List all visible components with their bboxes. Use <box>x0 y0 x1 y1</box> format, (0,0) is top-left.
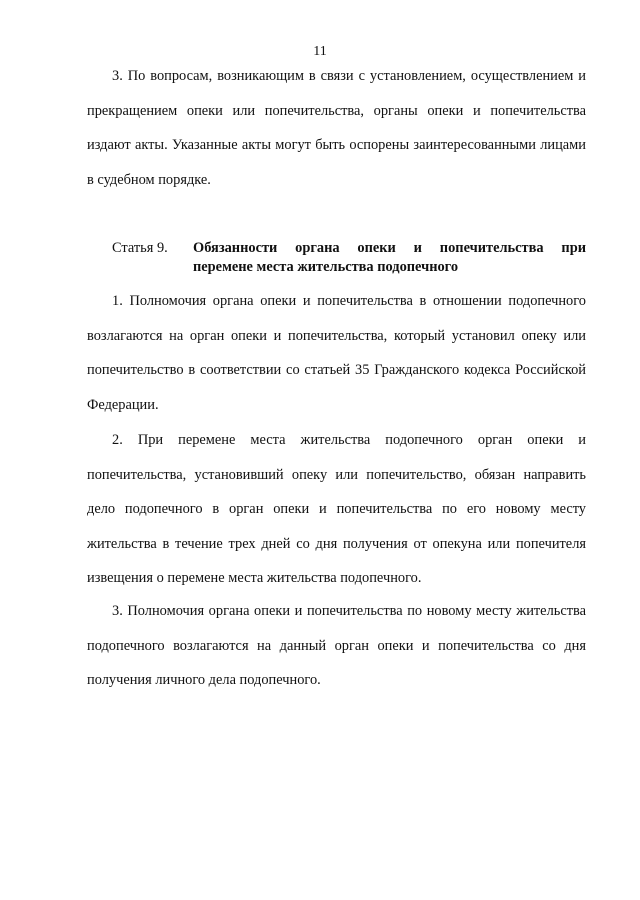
paragraph-item-3: 3. Полномочия органа опеки и попечительства по новому месту жительства подопечного возлагаются на данный орган опеки и попечительства со дня получения личного дела подопечного. <box>87 603 586 688</box>
paragraph-acts: 3. По вопросам, возникающим в связи с установлением, осуществлением и прекращением опеки или попечительства, органы опеки и попечительства издают акты. Указанные акты могут быть оспорены заинтересованными лицами в судебном порядке. <box>87 68 586 188</box>
article-title-line-2: перемене места жительства подопечного <box>193 259 459 275</box>
article-title <box>193 239 586 277</box>
article-title-line-1: Обязанности органа опеки и попечительства при <box>193 240 586 256</box>
paragraph-item-2: 2. При перемене места жительства подопечного орган опеки и попечительства, установивший опеку или попечительство, обязан направить дело подопечного в орган опеки и попечительства по его новому месту жительства в течение трех дней со дня получения от опекуна или попечителя извещения о перемене места жительства подопечного. <box>87 432 586 586</box>
article-label: Статья 9. <box>112 240 168 256</box>
page-number: 11 <box>313 44 327 59</box>
paragraph-item-1: 1. Полномочия органа опеки и попечительства в отношении подопечного возлагаются на орган опеки и попечительства, который установил опеку или попечительство в соответствии со статьей 35 Гражданского кодекса Российской Федерации. <box>87 293 586 413</box>
